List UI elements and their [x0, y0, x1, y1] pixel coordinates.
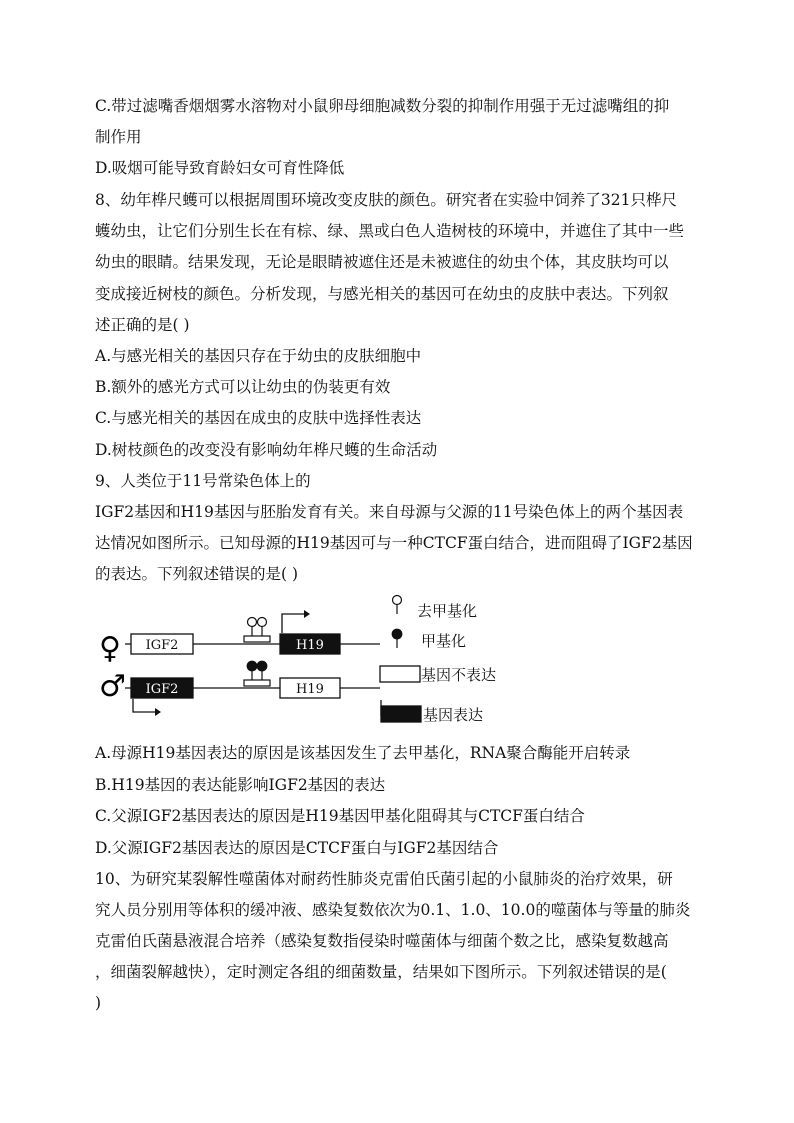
- option-c: C.与感光相关的基因在成虫的皮肤中选择性表达: [95, 409, 422, 427]
- legend-not-expressed-label: 基因不表达: [421, 666, 497, 684]
- question-8-stem: 8、幼年桦尺蠖可以根据周围环境改变皮肤的颜色。研究者在实验中饲养了321只桦尺: [95, 191, 677, 209]
- legend-not-expressed-box: [380, 666, 420, 682]
- option-b: B.额外的感光方式可以让幼虫的伪装更有效: [95, 378, 391, 396]
- h19-transcription-arrow: [282, 614, 304, 633]
- igf2-transcription-arrow: [133, 699, 155, 712]
- text-line: 述正确的是( ): [95, 316, 190, 334]
- option-a: A.与感光相关的基因只存在于幼虫的皮肤细胞中: [95, 347, 422, 365]
- male-h19-label: H19: [296, 682, 324, 697]
- female-symbol: ♀: [99, 631, 121, 666]
- option-c: C.父源IGF2基因表达的原因是H19基因甲基化阻碍其与CTCF蛋白结合: [95, 807, 585, 825]
- text-line: 达情况如图所示。已知母源的H19基因可与一种CTCF蛋白结合，进而阻碍了IGF2基因: [95, 534, 693, 552]
- text-line: D.吸烟可能导致育龄妇女可育性降低: [95, 159, 345, 177]
- text-line: 幼虫的眼睛。结果发现，无论是眼睛被遮住还是未被遮住的幼虫个体，其皮肤均可以: [95, 253, 669, 271]
- legend-methylated-icon: [392, 629, 402, 639]
- text-line: 制作用: [95, 128, 142, 146]
- question-9-stem: 9、人类位于11号常染色体上的: [95, 472, 311, 490]
- female-icr-region: [244, 636, 270, 642]
- male-igf2-label: IGF2: [145, 682, 179, 697]
- question-10-stem: 10、为研究某裂解性噬菌体对耐药性肺炎克雷伯氏菌引起的小鼠肺炎的治疗效果，研: [95, 870, 673, 888]
- text-line: ): [95, 994, 102, 1012]
- figure-svg: [95, 592, 695, 732]
- option-b: B.H19基因的表达能影响IGF2基因的表达: [95, 776, 386, 794]
- option-d: D.父源IGF2基因表达的原因是CTCF蛋白与IGF2基因结合: [95, 839, 499, 857]
- option-d: D.树枝颜色的改变没有影响幼年桦尺蠖的生命活动: [95, 441, 438, 459]
- text-line: 克雷伯氏菌悬液混合培养（感染复数指侵染时噬菌体与细菌个数之比，感染复数越高: [95, 932, 669, 950]
- male-symbol: ♂: [99, 669, 126, 704]
- legend-methylated-label: 甲基化: [421, 632, 467, 650]
- text-line: ，细菌裂解越快），定时测定各组的细菌数量，结果如下图所示。下列叙述错误的是(: [95, 963, 667, 981]
- text-line: IGF2基因和H19基因与胚胎发育有关。来自母源与父源的11号染色体上的两个基因表: [95, 503, 684, 521]
- methylated-mark: [247, 661, 257, 671]
- text-line: 究人员分别用等体积的缓冲液、感染复数依次为0.1、1.0、10.0的噬菌体与等量的肺炎: [95, 901, 691, 919]
- female-igf2-label: IGF2: [145, 638, 179, 653]
- text-line: 蠖幼虫，让它们分别生长在有棕、绿、黑或白色人造树枝的环境中，并遮住了其中一些: [95, 222, 685, 240]
- male-icr-region: [244, 680, 270, 686]
- demethylated-mark: [248, 618, 257, 627]
- methylated-mark: [257, 661, 267, 671]
- text-line: C.带过滤嘴香烟烟雾水溶物对小鼠卵母细胞减数分裂的抑制作用强于无过滤嘴组的抑: [95, 97, 670, 115]
- legend-demethylated-label: 去甲基化: [417, 602, 478, 620]
- gene-expression-figure: [95, 592, 695, 732]
- demethylated-mark: [258, 618, 267, 627]
- option-a: A.母源H19基因表达的原因是该基因发生了去甲基化，RNA聚合酶能开启转录: [95, 744, 631, 762]
- female-h19-label: H19: [296, 638, 324, 653]
- text-line: 的表达。下列叙述错误的是( ): [95, 565, 299, 583]
- legend-expressed-label: 基因表达: [423, 706, 484, 724]
- legend-demethylated-icon: [393, 596, 402, 605]
- legend-expressed-box: [381, 706, 421, 722]
- text-line: 变成接近树枝的颜色。分析发现，与感光相关的基因可在幼虫的皮肤中表达。下列叙: [95, 285, 669, 303]
